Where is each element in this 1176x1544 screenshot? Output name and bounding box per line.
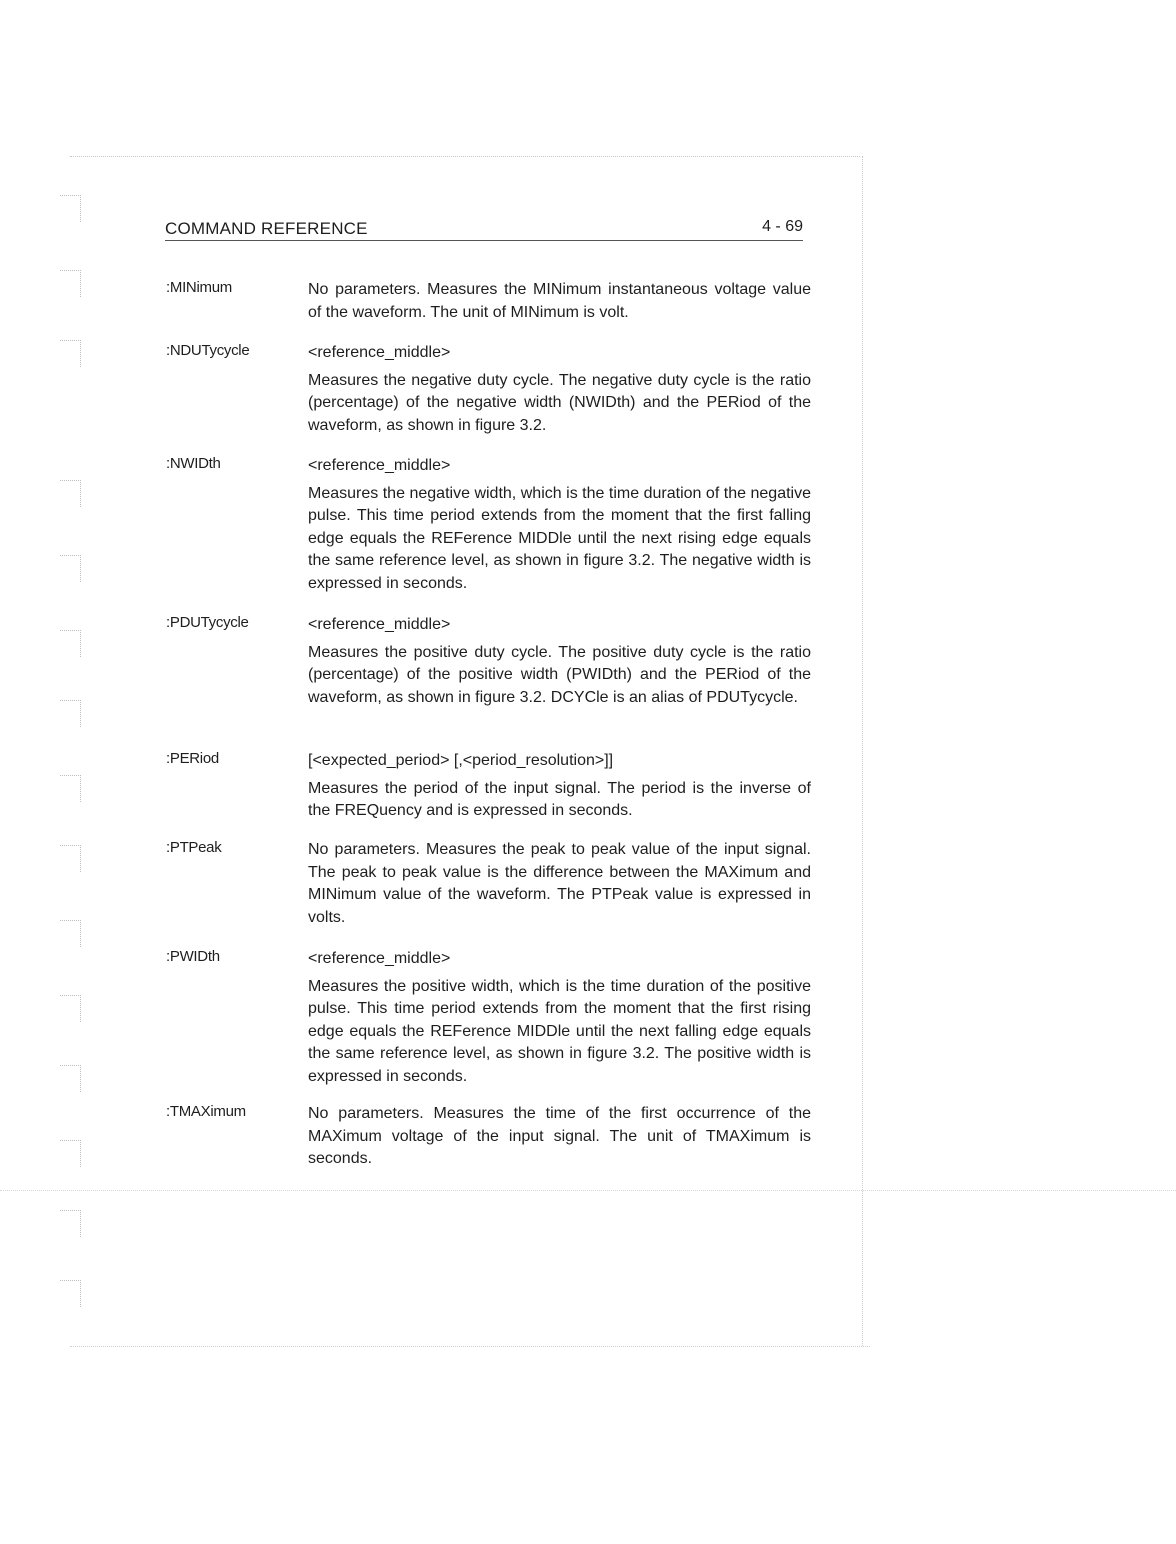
command-name: :PERiod: [166, 750, 219, 767]
binder-mark: [60, 920, 81, 947]
command-name: :PDUTycycle: [166, 614, 249, 631]
command-name: :NWIDth: [166, 455, 221, 472]
binder-mark: [60, 270, 81, 297]
command-name: :PTPeak: [166, 839, 222, 856]
scan-edge-mid: [0, 1190, 1176, 1191]
command-name: :NDUTycycle: [166, 342, 250, 359]
command-name: :MINimum: [166, 279, 232, 296]
command-description: No parameters. Measures the time of the first occurrence of the MAXimum voltage of the input signal. The unit of TMAXimum is seconds.: [308, 1105, 811, 1167]
binder-mark: [60, 195, 81, 222]
binder-mark: [60, 480, 81, 507]
page-number: 4 - 69: [762, 218, 803, 235]
binder-mark: [60, 1065, 81, 1092]
binder-mark: [60, 1140, 81, 1167]
binder-mark: [60, 1280, 81, 1307]
binder-mark: [60, 700, 81, 727]
command-body: [308, 342, 811, 437]
binder-hole-marks: [60, 195, 90, 1325]
binder-mark: [60, 995, 81, 1022]
binder-mark: [60, 845, 81, 872]
command-params: [<expected_period> [,<period_resolution>]]: [308, 752, 614, 769]
binder-mark: [60, 630, 81, 657]
binder-mark: [60, 1210, 81, 1237]
command-body: [308, 1103, 811, 1171]
command-description: No parameters. Measures the peak to peak value of the input signal. The peak to peak value is the difference between the MAXimum and MINimum value of the waveform. The PTPeak value is expressed in volts.: [308, 841, 811, 926]
command-description: Measures the period of the input signal. The period is the inverse of the FREQuency and is expressed in seconds.: [308, 779, 811, 819]
command-name: :PWIDth: [166, 948, 220, 965]
command-name: :TMAXimum: [166, 1103, 246, 1120]
command-params: <reference_middle>: [308, 344, 451, 361]
scan-edge-bottom: [70, 1346, 870, 1347]
command-description: Measures the positive duty cycle. The positive duty cycle is the ratio (percentage) of the positive width (PWIDth) and the PERiod of the waveform, as shown in figure 3.2. DCYCle is an alias of PDUTycycle.: [308, 643, 811, 706]
command-body: [308, 455, 811, 595]
command-description: Measures the positive width, which is the time duration of the positive pulse. This time period extends from the moment that the first rising edge equals the REFerence MIDDle until the next falling edge equals the same reference level, as shown in figure 3.2. The positive width is expressed in seconds.: [308, 977, 811, 1085]
command-body: [308, 839, 811, 929]
command-description: Measures the negative duty cycle. The negative duty cycle is the ratio (percentage) of the negative width (NWIDth) and the PERiod of the waveform, as shown in figure 3.2.: [308, 371, 811, 434]
section-title: COMMAND REFERENCE: [165, 219, 368, 238]
command-body: [308, 614, 811, 709]
scan-edge-top: [70, 156, 860, 157]
command-description: No parameters. Measures the MINimum instantaneous voltage value of the waveform. The unit of MINimum is volt.: [308, 281, 811, 321]
command-params: <reference_middle>: [308, 950, 451, 967]
command-body: [308, 750, 811, 823]
binder-mark: [60, 340, 81, 367]
scan-edge-right: [862, 156, 863, 1346]
page-header: [165, 216, 803, 241]
command-body: [308, 279, 811, 324]
command-params: <reference_middle>: [308, 457, 451, 474]
binder-mark: [60, 555, 81, 582]
binder-mark: [60, 775, 81, 802]
command-body: [308, 948, 811, 1088]
command-description: Measures the negative width, which is the time duration of the negative pulse. This time period extends from the moment that the first falling edge equals the REFerence MIDDle until the next rising edge equals the same reference level, as shown in figure 3.2. The negative width is expressed in seconds.: [308, 484, 811, 592]
command-params: <reference_middle>: [308, 616, 451, 633]
